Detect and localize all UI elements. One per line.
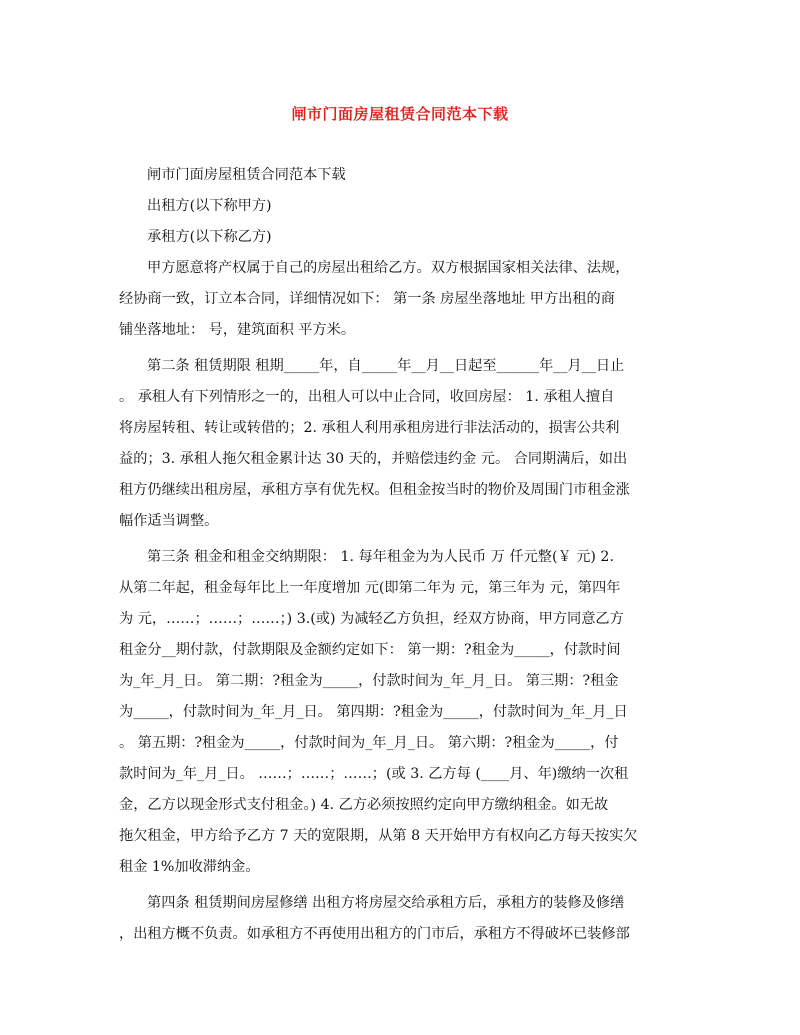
paragraph-line: 为_____，付款时间为_年_月_日。 第四期：?租金为_____，付款时间为_年_月_日 [119,704,628,720]
paragraph-line: 将房屋转租、转让或转借的；2. 承租人利用承租房进行非法活动的，损害公共利 [119,420,620,436]
paragraph-line: 承租方(以下称乙方) [147,229,272,245]
paragraph-line: 出租方(以下称甲方) [147,198,272,214]
paragraph-line: 甲方愿意将产权属于自己的房屋出租给乙方。双方根据国家相关法律、法规， [147,260,630,276]
document-body [119,160,687,950]
paragraph-line: 租金 1%加收滞纳金。 [119,859,260,875]
paragraph-article-3 [119,542,687,883]
paragraph-article-2 [119,351,687,537]
paragraph-article-4 [119,888,687,950]
paragraph-line: 幅作适当调整。 [119,513,219,529]
paragraph-line: 经协商一致，订立本合同，详细情况如下： 第一条 房屋坐落地址 甲方出租的商 [119,291,615,307]
paragraph-line: 闸市门面房屋租赁合同范本下载 [147,167,346,183]
paragraph-line: 拖欠租金，甲方给予乙方 7 天的宽限期，从第 8 天开始甲方有权向乙方每天按实欠 [119,828,638,844]
paragraph-line: 。 第五期：?租金为_____，付款时间为_年_月_日。 第六期：?租金为_____，付 [119,735,619,751]
document-title: 闸市门面房屋租赁合同范本下载 [291,105,509,123]
paragraph-line: 益的；3. 承租人拖欠租金累计达 30 天的，并赔偿违约金 元。 合同期满后，如出 [119,451,628,467]
paragraph-line: 款时间为_年_月_日。 ……；……；……；(或 3. 乙方每 (____月、年)缴纳一次租 [119,766,629,782]
paragraph-line: 铺坐落地址： 号，建筑面积 平方米。 [119,322,356,338]
paragraph-line: 第四条 租赁期间房屋修缮 出租方将房屋交给承租方后，承租方的装修及修缮 [147,895,625,911]
paragraph-heading-repeat [119,160,687,191]
paragraph-line: 第三条 租金和租金交纳期限： 1. 每年租金为为人民币 万 仟元整(￥ 元) 2. [147,549,614,565]
paragraph-line: 第二条 租赁期限 租期_____年，自_____年__月__日起至______年__月__日止 [147,358,625,374]
paragraph-line: 金，乙方以现金形式支付租金。) 4. 乙方必须按照约定向甲方缴纳租金。如无故 [119,797,609,813]
paragraph-line: 为_年_月_日。 第二期：?租金为_____，付款时间为_年_月_日。 第三期：?租金 [119,673,619,689]
paragraph-lessor [119,191,687,222]
paragraph-line: 。 承租人有下列情形之一的，出租人可以中止合同，收回房屋： 1. 承租人擅自 [119,389,615,405]
paragraph-line: ，出租方概不负责。如承租方不再使用出租方的门市后，承租方不得破坏已装修部 [119,926,630,942]
paragraph-intro [119,253,687,346]
paragraph-lessee [119,222,687,253]
paragraph-line: 为 元，……；……；……；) 3.(或) 为减轻乙方负担，经双方协商，甲方同意乙方 [119,611,624,627]
paragraph-line: 从第二年起，租金每年比上一年度增加 元(即第二年为 元，第三年为 元，第四年 [119,580,621,596]
paragraph-line: 租方仍继续出租房屋，承租方享有优先权。但租金按当时的物价及周围门市租金涨 [119,482,630,498]
paragraph-line: 租金分__期付款，付款期限及金额约定如下： 第一期：?租金为_____，付款时间 [119,642,621,658]
